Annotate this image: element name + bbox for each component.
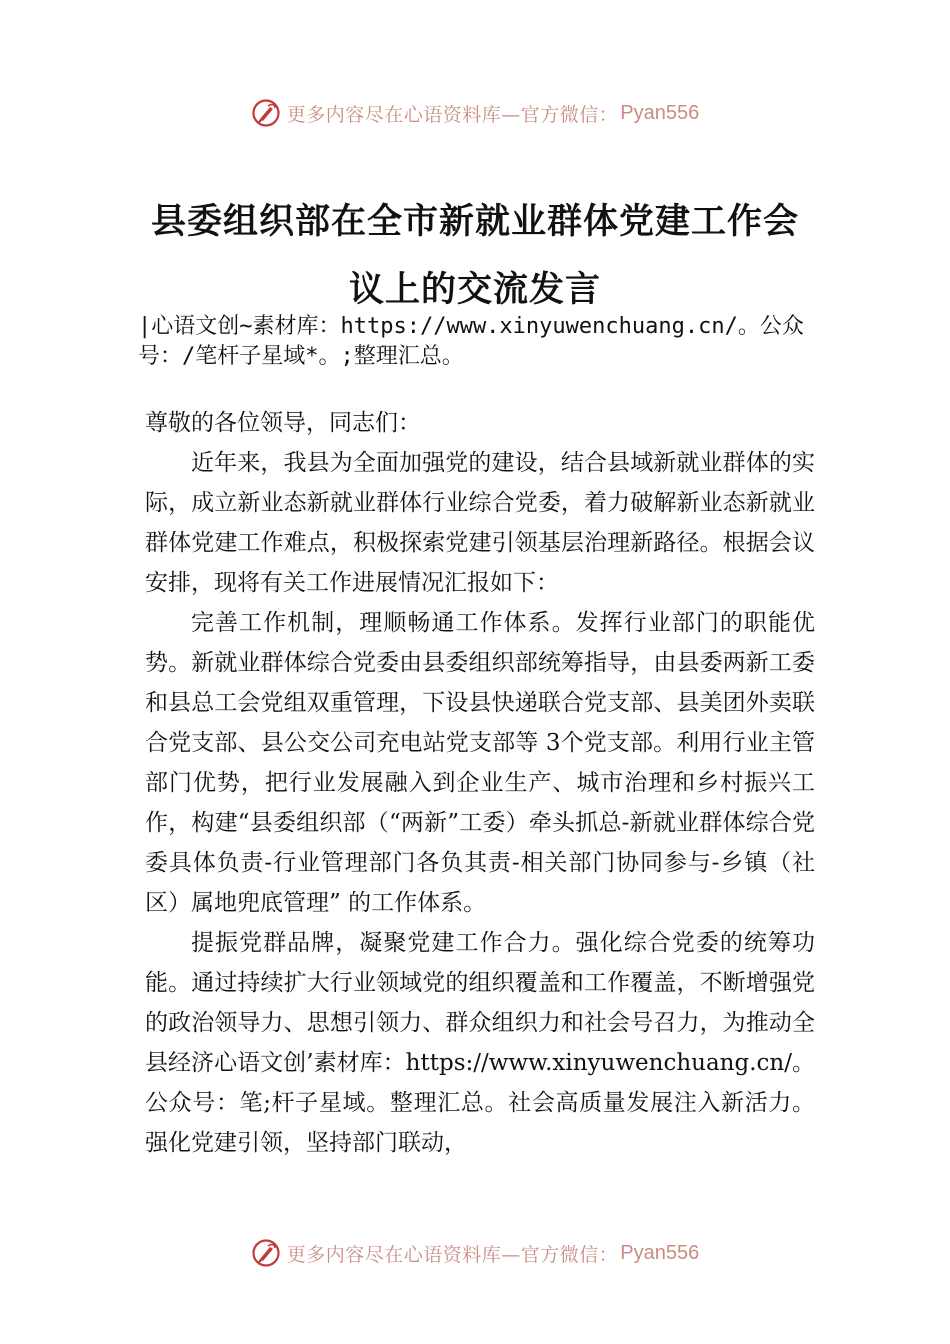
quill-pen-seal-icon [251,1238,281,1268]
document-body [145,403,815,1163]
greeting: 尊敬的各位领导，同志们： [145,410,421,436]
paragraph-brand: 提振党群品牌，凝聚党建工作合力。强化综合党委的统筹功能。通过持续扩大行业领域党的组织覆盖和工作覆盖，不断增强党的政治领导力、思想引领力、群众组织力和社会号召力，为推动全县经济心语文创’素材库：https://www.xinyuwenchuang.cn/。公众号：笔;杆子星域。整理汇总。社会高质量发展注入新活力。强化党建引领，坚持部门联动， [145,930,815,1156]
header-banner [0,93,950,133]
quill-pen-seal-icon [251,98,281,128]
paragraph-mechanism: 完善工作机制，理顺畅通工作体系。发挥行业部门的职能优势。新就业群体综合党委由县委组织部统筹指导，由县委两新工委和县总工会党组双重管理，下设县快递联合党支部、县美团外卖联合党支部、县公交公司充电站党支部等 3个党支部。利用行业主管部门优势，把行业发展融入到企业生产、城市治理和乡村振兴工作，构建“县委组织部（“两新”工委）牵头抓总-新就业群体综合党委具体负责-行业管理部门各负其责-相关部门协同参与-乡镇（社区）属地兜底管理” 的工作体系。 [145,610,815,916]
paragraph-intro: 近年来，我县为全面加强党的建设，结合县域新就业群体的实际，成立新业态新就业群体行业综合党委，着力破解新业态新就业群体党建工作难点，积极探索党建引领基层治理新路径。根据会议安排，现将有关工作进展情况汇报如下： [145,450,815,596]
footer-banner [0,1233,950,1273]
source-note: |心语文创~素材库：https://www.xinyuwenchuang.cn/。公众号：/笔杆子星域*。;整理汇总。 [138,314,804,369]
banner-text: 更多内容尽在心语资料库—官方微信： [286,1243,619,1266]
banner-wechat-id: Pyan556 [620,1241,700,1264]
banner-text: 更多内容尽在心语资料库—官方微信： [286,103,619,126]
banner-wechat-id: Pyan556 [620,101,700,124]
document-title-line1: 县委组织部在全市新就业群体党建工作会 [150,201,799,242]
document-title-line2: 议上的交流发言 [348,269,601,310]
